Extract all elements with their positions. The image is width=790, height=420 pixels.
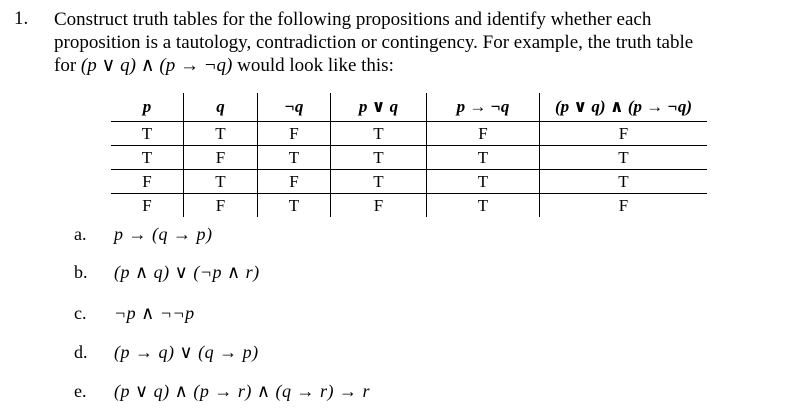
item-expression: (p → q) ∨ (q → p) <box>114 342 259 362</box>
exercise-item-d <box>74 342 259 363</box>
question-prompt <box>54 8 779 77</box>
item-expression: (p ∧ q) ∨ (¬p ∧ r) <box>114 262 260 282</box>
table-cell: F <box>258 170 331 194</box>
table-cell: F <box>540 194 708 218</box>
table-cell: F <box>111 170 184 194</box>
table-cell: T <box>331 122 427 146</box>
column-header-not-q: ¬q <box>258 93 331 122</box>
example-proposition: (p ∨ q) ∧ (p → ¬q) <box>80 55 233 76</box>
table-cell: F <box>331 194 427 218</box>
exercise-item-b <box>74 262 260 283</box>
prompt-line-3: for (p ∨ q) ∧ (p → ¬q) would look like this: <box>54 55 394 76</box>
exercise-item-c <box>74 303 195 324</box>
item-label: c. <box>74 303 87 323</box>
table-cell: F <box>258 122 331 146</box>
column-header-p-implies-not-q: p → ¬q <box>427 93 540 122</box>
table-cell: T <box>184 122 258 146</box>
table-cell: T <box>427 194 540 218</box>
column-header-p-or-q: p ∨ q <box>331 93 427 122</box>
table-cell: T <box>427 170 540 194</box>
table-cell: T <box>331 146 427 170</box>
item-label: d. <box>74 342 88 362</box>
table-header-row <box>111 93 707 122</box>
table-cell: T <box>427 146 540 170</box>
prompt-line-2: proposition is a tautology, contradiction or contingency. For example, the truth table <box>54 32 694 53</box>
table-row <box>111 170 707 194</box>
truth-table <box>111 93 707 217</box>
table-cell: T <box>258 146 331 170</box>
table-row <box>111 122 707 146</box>
table-row <box>111 194 707 218</box>
table-cell: F <box>184 146 258 170</box>
table-row <box>111 146 707 170</box>
question-number: 1. <box>14 8 29 29</box>
item-expression: (p ∨ q) ∧ (p → r) ∧ (q → r) → r <box>114 381 371 401</box>
item-label: a. <box>74 224 87 244</box>
table-cell: F <box>184 194 258 218</box>
table-cell: F <box>427 122 540 146</box>
prompt-line-1: Construct truth tables for the following propositions and identify whether each <box>54 9 652 30</box>
table-cell: T <box>258 194 331 218</box>
item-expression: p → (q → p) <box>114 224 213 244</box>
table-cell: T <box>331 170 427 194</box>
column-header-q: q <box>184 93 258 122</box>
table-cell: F <box>142 195 152 215</box>
item-label: e. <box>74 381 87 401</box>
table-cell: T <box>111 122 184 146</box>
table-cell: T <box>184 170 258 194</box>
table-cell: T <box>540 170 708 194</box>
table-cell: T <box>540 146 708 170</box>
table-cell: F <box>540 122 708 146</box>
item-label: b. <box>74 262 88 282</box>
column-header-result: (p ∨ q) ∧ (p → ¬q) <box>540 93 708 122</box>
column-header-p: p <box>111 93 184 122</box>
table-cell: T <box>111 146 184 170</box>
item-expression: ¬p ∧ ¬¬p <box>114 303 195 323</box>
exercise-item-a <box>74 224 213 245</box>
exercise-item-e <box>74 381 370 402</box>
